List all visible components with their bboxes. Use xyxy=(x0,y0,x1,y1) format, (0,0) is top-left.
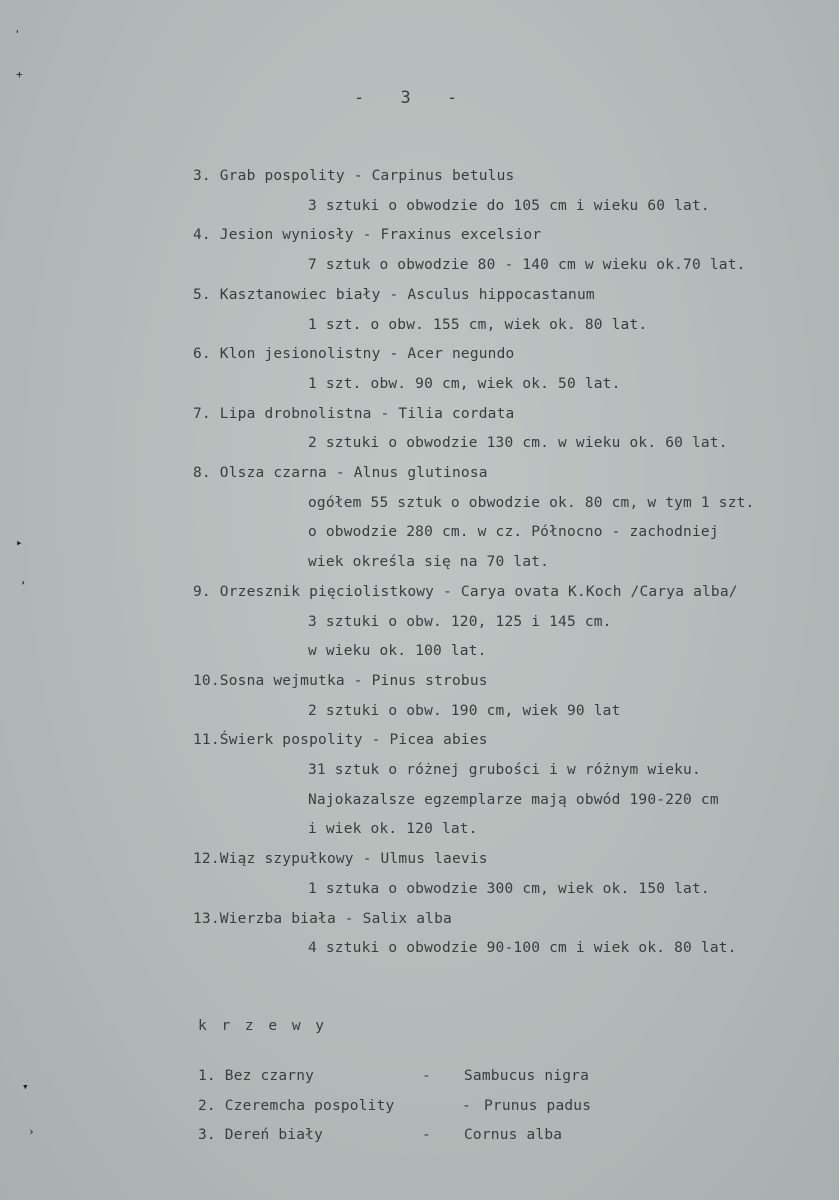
shrub-name: 1. Bez czarny xyxy=(198,1068,315,1084)
shrub-latin-name: Prunus padus xyxy=(484,1097,592,1114)
tree-entry-heading: 7. Lipa drobnolistna - Tilia cordata xyxy=(193,405,515,422)
tree-entry-detail: 3 sztuki o obwodzie do 105 cm i wieku 60 lat. xyxy=(308,197,710,214)
tree-entry-heading: 3. Grab pospolity - Carpinus betulus xyxy=(193,168,515,184)
tree-entry-detail: Najokazalsze egzemplarze mają obwód 190-220 cm xyxy=(308,791,719,808)
tree-entry-detail: ogółem 55 sztuk o obwodzie ok. 80 cm, w tym 1 szt. xyxy=(308,494,755,511)
tree-entry-heading: 11.Świerk pospolity - Picea abies xyxy=(193,732,488,749)
tree-entry-detail: 4 sztuki o obwodzie 90-100 cm i wiek ok. 80 lat. xyxy=(308,940,737,957)
tree-entry-detail: i wiek ok. 120 lat. xyxy=(308,821,478,838)
tree-entry-detail: 3 sztuki o obw. 120, 125 i 145 cm. xyxy=(308,613,612,630)
tree-entry-detail: 31 sztuk o różnej grubości i w różnym wieku. xyxy=(308,762,701,778)
tree-entry-detail: 1 szt. o obw. 155 cm, wiek ok. 80 lat. xyxy=(308,316,648,333)
shrubs-heading: k r z e w y xyxy=(198,1018,328,1034)
tree-entry-heading: 12.Wiąz szypułkowy - Ulmus laevis xyxy=(193,851,488,868)
tree-entry-detail: 2 sztuki o obwodzie 130 cm. w wieku ok. 60 lat. xyxy=(308,435,728,452)
tree-entry-heading: 10.Sosna wejmutka - Pinus strobus xyxy=(193,672,488,689)
tree-entry-heading: 4. Jesion wyniosły - Fraxinus excelsior xyxy=(193,227,542,244)
shrub-dash: - xyxy=(422,1068,431,1084)
tree-entry-detail: 1 szt. obw. 90 cm, wiek ok. 50 lat. xyxy=(308,375,621,392)
tree-entry-heading: 9. Orzesznik pięciolistkowy - Carya ovata K.Koch /Carya alba/ xyxy=(193,583,738,600)
document-page: ' + ▸ , ▾ › - 3 - 3. Grab pospolity - Carpinus betulus 3 sztuki o obwodzie do 105 cm i wieku 60 lat. 4. Jesion wyniosły - Fraxinus excelsior 7 sztuk o obwodzie 80 - 140 cm w wieku ok.70 lat. 5. Kasztanowiec biały - Asculus hippocastanum 1 szt. o obw. 155 cm, wiek ok. 80 lat. 6. Klon jesionolistny - Acer negundo 1 szt. obw. 90 cm, wiek ok. 50 lat. 7. Lipa drobnolistna - Tilia cordata 2 sztuki o obwodzie 130 cm. w wieku ok. 60 lat. 8. Olsza czarna - Alnus glutinosa ogółem 55 sztuk o obwodzie ok. 80 cm, w tym 1 szt. o obwodzie 280 cm. w cz. Północno - zachodniej wiek określa się na 70 lat. 9. Orzesznik pięciolistkowy - Carya ovata K.Koch /Carya alba/ 3 sztuki o obw. 120, 125 i 145 cm. w wieku ok. 100 lat. 10.Sosna wejmutka - Pinus strobus 2 sztuki o obw. 190 cm, wiek 90 lat 11.Świerk pospolity - Picea abies 31 sztuk o różnej grubości i w różnym wieku. Najokazalsze egzemplarze mają obwód 190-220 cm i wiek ok. 120 lat. 12.Wiąz szypułkowy - Ulmus laevis 1 sztuka o obwodzie 300 cm, wiek ok. 150 lat. 13.Wierzba biała - Salix alba 4 sztuki o obwodzie 90-100 cm i wiek ok. 80 lat. k r z e w y 1. Bez czarny - Sambucus nigra 2. Czeremcha pospolity - Prunus padus 3. Dereń biały - Cornus alba xyxy=(0,0,839,1200)
tree-entry-detail: 7 sztuk o obwodzie 80 - 140 cm w wieku ok.70 lat. xyxy=(308,257,746,274)
shrub-latin-name: Sambucus nigra xyxy=(464,1068,590,1084)
tree-entry-heading: 5. Kasztanowiec biały - Asculus hippocastanum xyxy=(193,286,595,303)
page-number: - 3 - xyxy=(354,88,460,108)
tree-entry-heading: 6. Klon jesionolistny - Acer negundo xyxy=(193,346,515,363)
shrub-name: 3. Dereń biały xyxy=(198,1127,324,1143)
shrub-name: 2. Czeremcha pospolity xyxy=(198,1097,395,1114)
shrub-dash: - xyxy=(462,1097,471,1114)
tree-entry-heading: 8. Olsza czarna - Alnus glutinosa xyxy=(193,465,488,481)
tree-entry-detail: 2 sztuki o obw. 190 cm, wiek 90 lat xyxy=(308,702,621,719)
tree-entry-detail: o obwodzie 280 cm. w cz. Północno - zachodniej xyxy=(308,524,719,541)
tree-entry-detail: 1 sztuka o obwodzie 300 cm, wiek ok. 150 lat. xyxy=(308,880,710,897)
tree-entry-detail: w wieku ok. 100 lat. xyxy=(308,643,487,660)
shrub-dash: - xyxy=(422,1127,431,1143)
tree-entry-heading: 13.Wierzba biała - Salix alba xyxy=(193,910,452,927)
shrub-latin-name: Cornus alba xyxy=(464,1127,563,1143)
tree-entry-detail: wiek określa się na 70 lat. xyxy=(308,554,550,571)
